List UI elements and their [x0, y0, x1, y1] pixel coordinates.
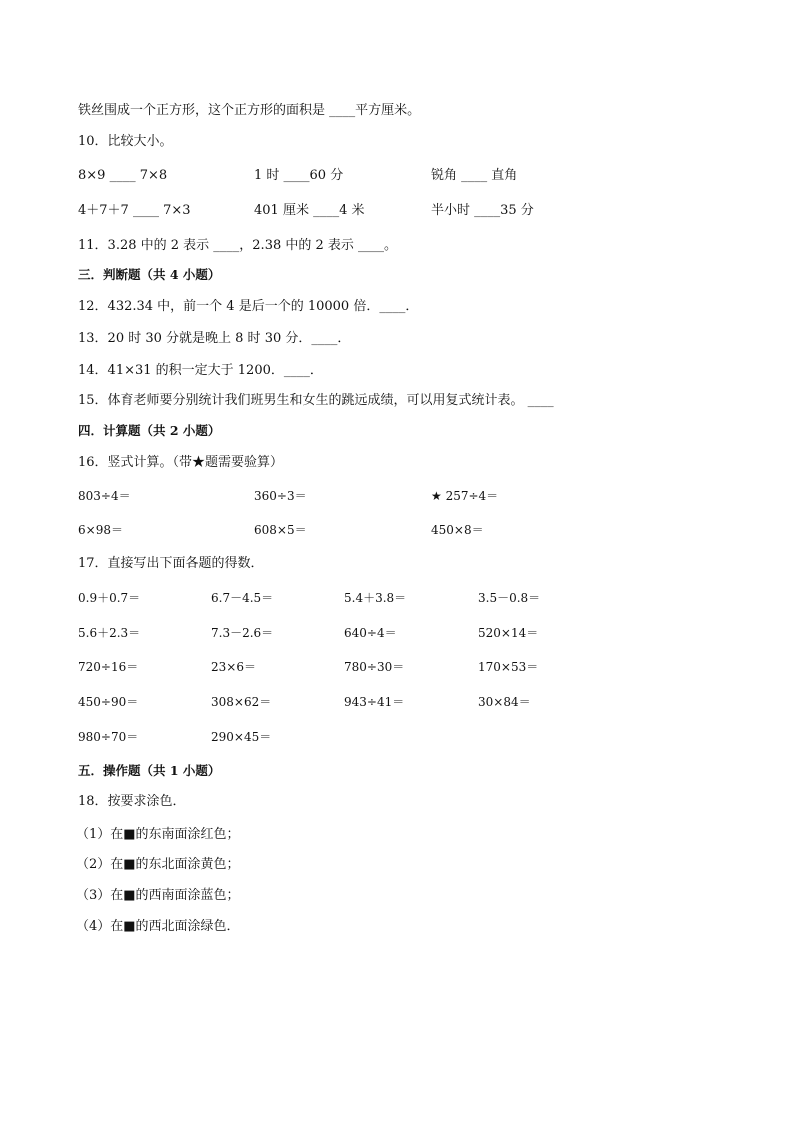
oral-calc-item: 720÷16＝: [78, 660, 139, 674]
compare-item: 半小时 ____35 分: [431, 203, 534, 218]
compare-item: 锐角 ____ 直角: [431, 168, 518, 183]
oral-calc-item: 780÷30＝: [344, 660, 405, 674]
compare-item: 1 时 ____60 分: [254, 168, 344, 183]
oral-calc-item: 450÷90＝: [78, 695, 139, 709]
q12-text: 12．432.34 中，前一个 4 是后一个的 10000 倍．____．: [78, 299, 419, 314]
q15-text: 15．体育老师要分别统计我们班男生和女生的跳远成绩，可以用复式统计表。 ____: [78, 393, 554, 408]
oral-calc-item: 170×53＝: [478, 660, 539, 674]
oral-calc-item: 5.6＋2.3＝: [78, 626, 141, 640]
oral-calc-item: 308×62＝: [211, 695, 272, 709]
oral-calc-item: 30×84＝: [478, 695, 531, 709]
vertical-calc-item: 450×8＝: [431, 523, 484, 537]
q16-text: 16．竖式计算。（带★题需要验算）: [78, 455, 284, 470]
oral-calc-item: 980÷70＝: [78, 730, 139, 744]
vertical-calc-item: 803÷4＝: [78, 489, 131, 503]
vertical-calc-item: 608×5＝: [254, 523, 307, 537]
compare-item: 8×9 ____ 7×8: [78, 168, 168, 183]
q18-text: 18．按要求涂色．: [78, 794, 186, 809]
q13-text: 13．20 时 30 分就是晚上 8 时 30 分．____．: [78, 331, 351, 346]
q10-title: 10．比较大小。: [78, 134, 173, 149]
oral-calc-item: 0.9＋0.7＝: [78, 591, 141, 605]
vertical-calc-item: 360÷3＝: [254, 489, 307, 503]
oral-calc-item: 943÷41＝: [344, 695, 405, 709]
q18-part-2: （2）在■的东北面涂黄色；: [76, 857, 240, 872]
compare-item: 401 厘米 ____4 米: [254, 203, 365, 218]
q18-part-3: （3）在■的西南面涂蓝色；: [76, 888, 240, 903]
oral-calc-item: 7.3－2.6＝: [211, 626, 274, 640]
oral-calc-item: 23×6＝: [211, 660, 256, 674]
section-5-heading: 五．操作题（共 1 小题）: [78, 763, 221, 778]
q11-text: 11．3.28 中的 2 表示 ____，2.38 中的 2 表示 ____。: [78, 238, 398, 253]
oral-calc-item: 520×14＝: [478, 626, 539, 640]
vertical-calc-item: ★ 257÷4＝: [431, 489, 499, 503]
oral-calc-item: 640÷4＝: [344, 626, 397, 640]
section-3-heading: 三．判断题（共 4 小题）: [78, 267, 221, 282]
q14-text: 14．41×31 的积一定大于 1200．____．: [78, 363, 323, 378]
q9-continuation: 铁丝围成一个正方形，这个正方形的面积是 ____平方厘米。: [78, 103, 421, 118]
section-4-heading: 四．计算题（共 2 小题）: [78, 423, 221, 438]
vertical-calc-item: 6×98＝: [78, 523, 123, 537]
q17-text: 17．直接写出下面各题的得数．: [78, 556, 264, 571]
q18-part-4: （4）在■的西北面涂绿色．: [76, 919, 240, 934]
oral-calc-item: 5.4＋3.8＝: [344, 591, 407, 605]
oral-calc-item: 6.7－4.5＝: [211, 591, 274, 605]
oral-calc-item: 290×45＝: [211, 730, 272, 744]
compare-item: 4＋7＋7 ____ 7×3: [78, 203, 191, 218]
q18-part-1: （1）在■的东南面涂红色；: [76, 827, 240, 842]
oral-calc-item: 3.5－0.8＝: [478, 591, 541, 605]
